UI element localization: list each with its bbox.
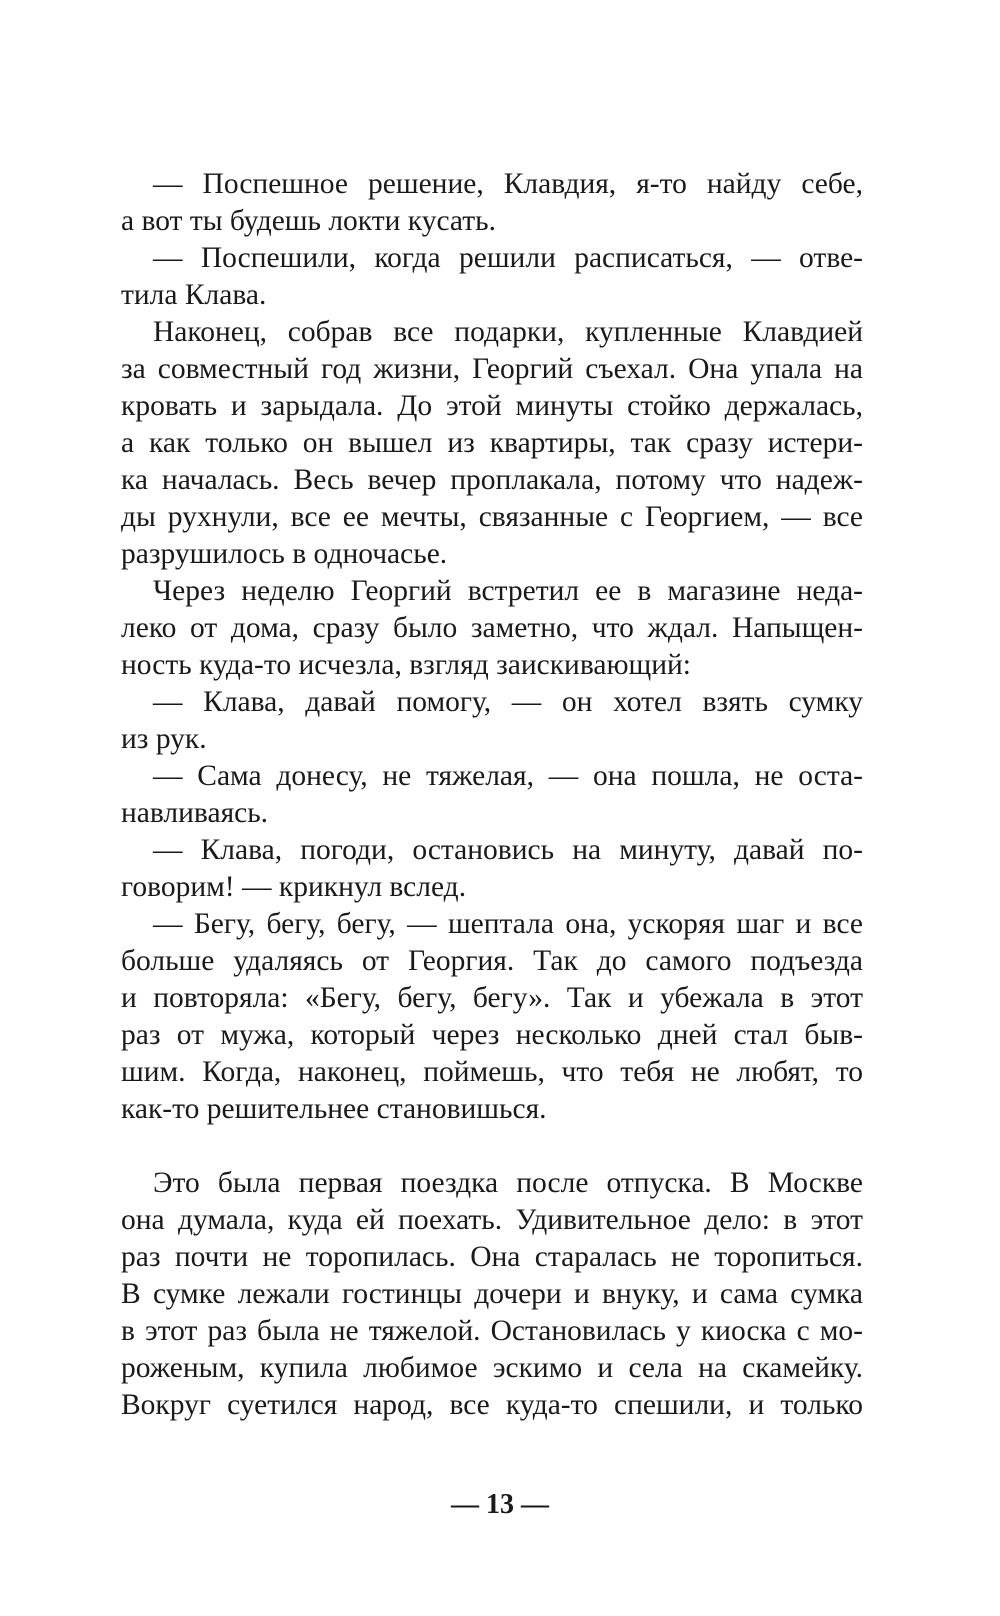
text-line: Наконец, собрав все подарки, купленные Клавдией (153, 316, 863, 348)
text-line: больше удаляясь от Георгия. Так до самого подъезда (121, 945, 863, 977)
text-line: Это была первая поездка после отпуска. В Москве (153, 1167, 863, 1199)
text-line: — Поспешное решение, Клавдия, я-то найду себе, (153, 168, 863, 200)
text-line: а вот ты будешь локти кусать. (121, 205, 496, 237)
text-line: она думала, куда ей поехать. Удивительное дело: в этот (121, 1204, 863, 1236)
text-line: за совместный год жизни, Георгий съехал. Она упала на (121, 353, 863, 385)
text-line: тила Клава. (121, 279, 267, 311)
text-line: леко от дома, сразу было заметно, что ждал. Напыщен- (121, 612, 863, 644)
text-line: Вокруг суетился народ, все куда-то спешили, и только (121, 1389, 863, 1421)
text-line: — Клава, давай помогу, — он хотел взять сумку (153, 686, 863, 718)
page-number: — 13 — (451, 1489, 549, 1520)
text-line: разрушилось в одночасье. (121, 538, 448, 570)
text-line: — Поспешили, когда решили расписаться, — отве- (153, 242, 863, 274)
text-line: и повторяла: «Бегу, бегу, бегу». Так и убежала в этот (121, 982, 863, 1014)
text-line: в этот раз была не тяжелой. Остановилась у киоска с мо- (121, 1315, 863, 1347)
text-line: кровать и зарыдала. До этой минуты стойко держалась, (121, 390, 863, 422)
text-line: а как только он вышел из квартиры, так сразу истери- (121, 427, 863, 459)
text-line: — Сама донесу, не тяжелая, — она пошла, не оста- (153, 760, 863, 792)
text-line: роженым, купила любимое эскимо и села на скамейку. (121, 1352, 863, 1384)
text-line: В сумке лежали гостинцы дочери и внуку, и сама сумка (121, 1278, 863, 1310)
text-line: ды рухнули, все ее мечты, связанные с Георгием, — все (121, 501, 863, 533)
text-line: ка началась. Весь вечер проплакала, потому что надеж- (121, 464, 863, 496)
text-line: Через неделю Георгий встретил ее в магазине неда- (153, 575, 863, 607)
text-line: раз от мужа, который через несколько дней стал быв- (121, 1019, 863, 1051)
text-line: ность куда-то исчезла, взгляд заискивающий: (121, 649, 692, 681)
text-line: — Бегу, бегу, бегу, — шептала она, ускоряя шаг и все (153, 908, 863, 940)
text-line: как-то решительнее становишься. (121, 1093, 547, 1125)
text-line: говорим! — крикнул вслед. (121, 871, 467, 903)
text-line: из рук. (121, 723, 207, 755)
text-line: шим. Когда, наконец, поймешь, что тебя не любят, то (121, 1056, 863, 1088)
text-line: раз почти не торопилась. Она старалась не торопиться. (121, 1241, 863, 1273)
section-break (121, 1128, 863, 1165)
text-line: навливаясь. (121, 797, 269, 829)
body-text (121, 166, 863, 1424)
text-line: — Клава, погоди, остановись на минуту, давай по- (153, 834, 863, 866)
